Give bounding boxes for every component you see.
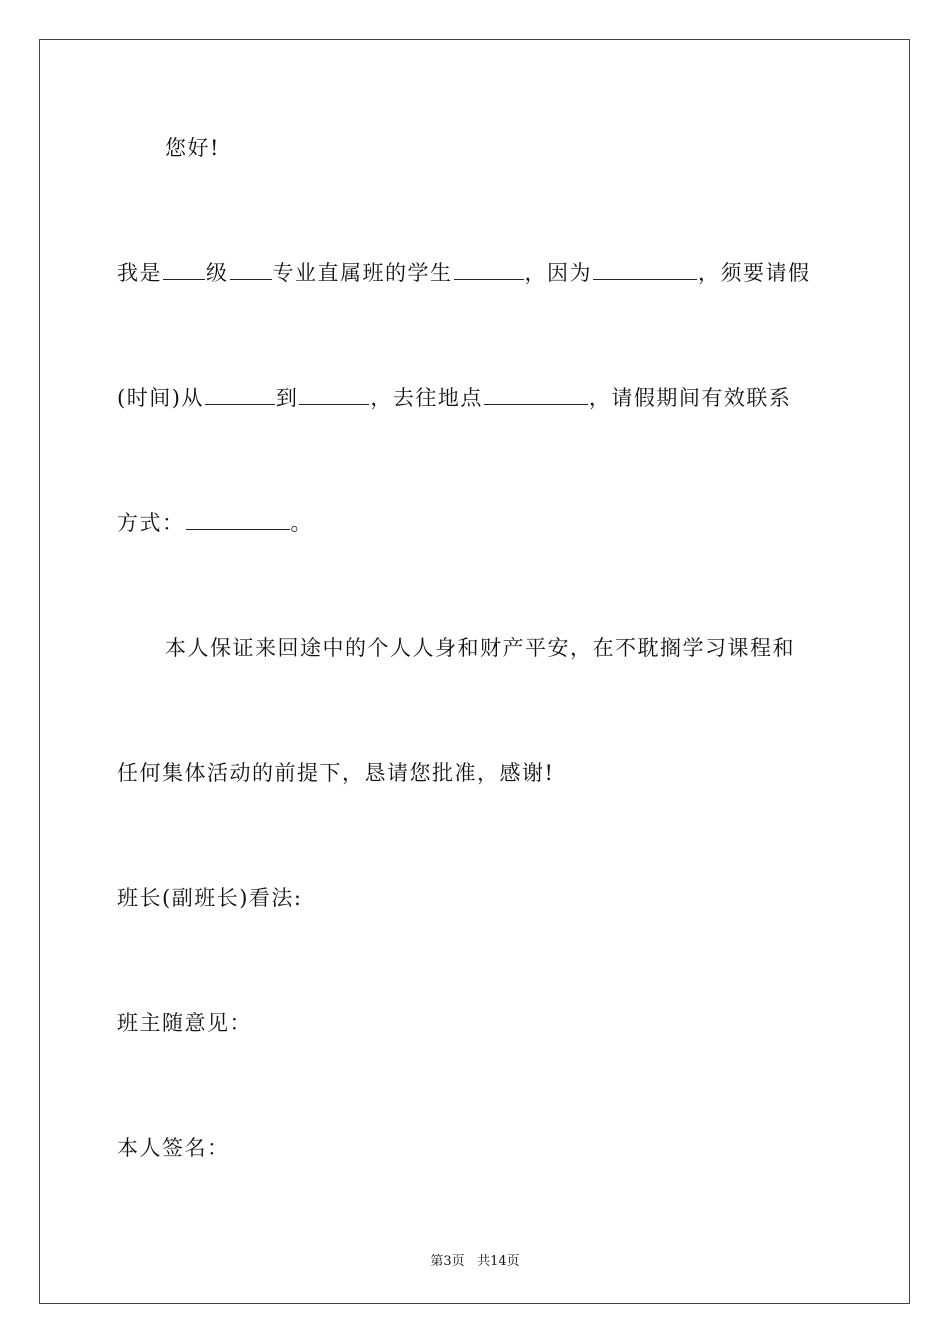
blank-student-name	[454, 263, 524, 280]
text-segment: 到	[275, 386, 299, 410]
text-segment: ，请假期间有效联系	[588, 386, 792, 410]
paragraph-line-1	[117, 263, 811, 284]
paragraph-line-5: 任何集体活动的前提下，恳请您批准，感谢!	[117, 761, 555, 785]
blank-start-time	[205, 388, 275, 405]
text-segment: 专业直属班的学生	[272, 261, 453, 285]
text-segment: ，须要请假	[698, 261, 811, 285]
text-segment: 方式：	[117, 511, 185, 535]
blank-destination	[484, 388, 588, 405]
page-border	[39, 39, 910, 1304]
blank-major	[230, 263, 272, 280]
blank-contact	[186, 513, 290, 530]
page-footer	[0, 1250, 950, 1269]
text-segment: 级	[206, 261, 229, 285]
page-number: 第3页	[430, 1254, 465, 1269]
text-segment: (时间)从	[117, 386, 204, 410]
paragraph-line-3	[117, 513, 313, 534]
blank-reason	[593, 263, 697, 280]
greeting: 您好!	[165, 136, 220, 160]
blank-grade	[163, 263, 205, 280]
text-segment: 我是	[117, 261, 162, 285]
paragraph-line-4: 本人保证来回途中的个人人身和财产平安，在不耽搁学习课程和	[165, 636, 795, 660]
text-segment: 。	[290, 511, 313, 535]
signature-label: 本人签名：	[117, 1136, 230, 1160]
text-segment: ，因为	[524, 261, 592, 285]
text-segment: ，去往地点	[370, 386, 483, 410]
monitor-opinion-label: 班长(副班长)看法:	[117, 886, 303, 910]
page-total: 共14页	[477, 1254, 520, 1269]
teacher-opinion-label: 班主随意见：	[117, 1011, 252, 1035]
blank-end-time	[299, 388, 369, 405]
paragraph-line-2	[117, 388, 791, 409]
